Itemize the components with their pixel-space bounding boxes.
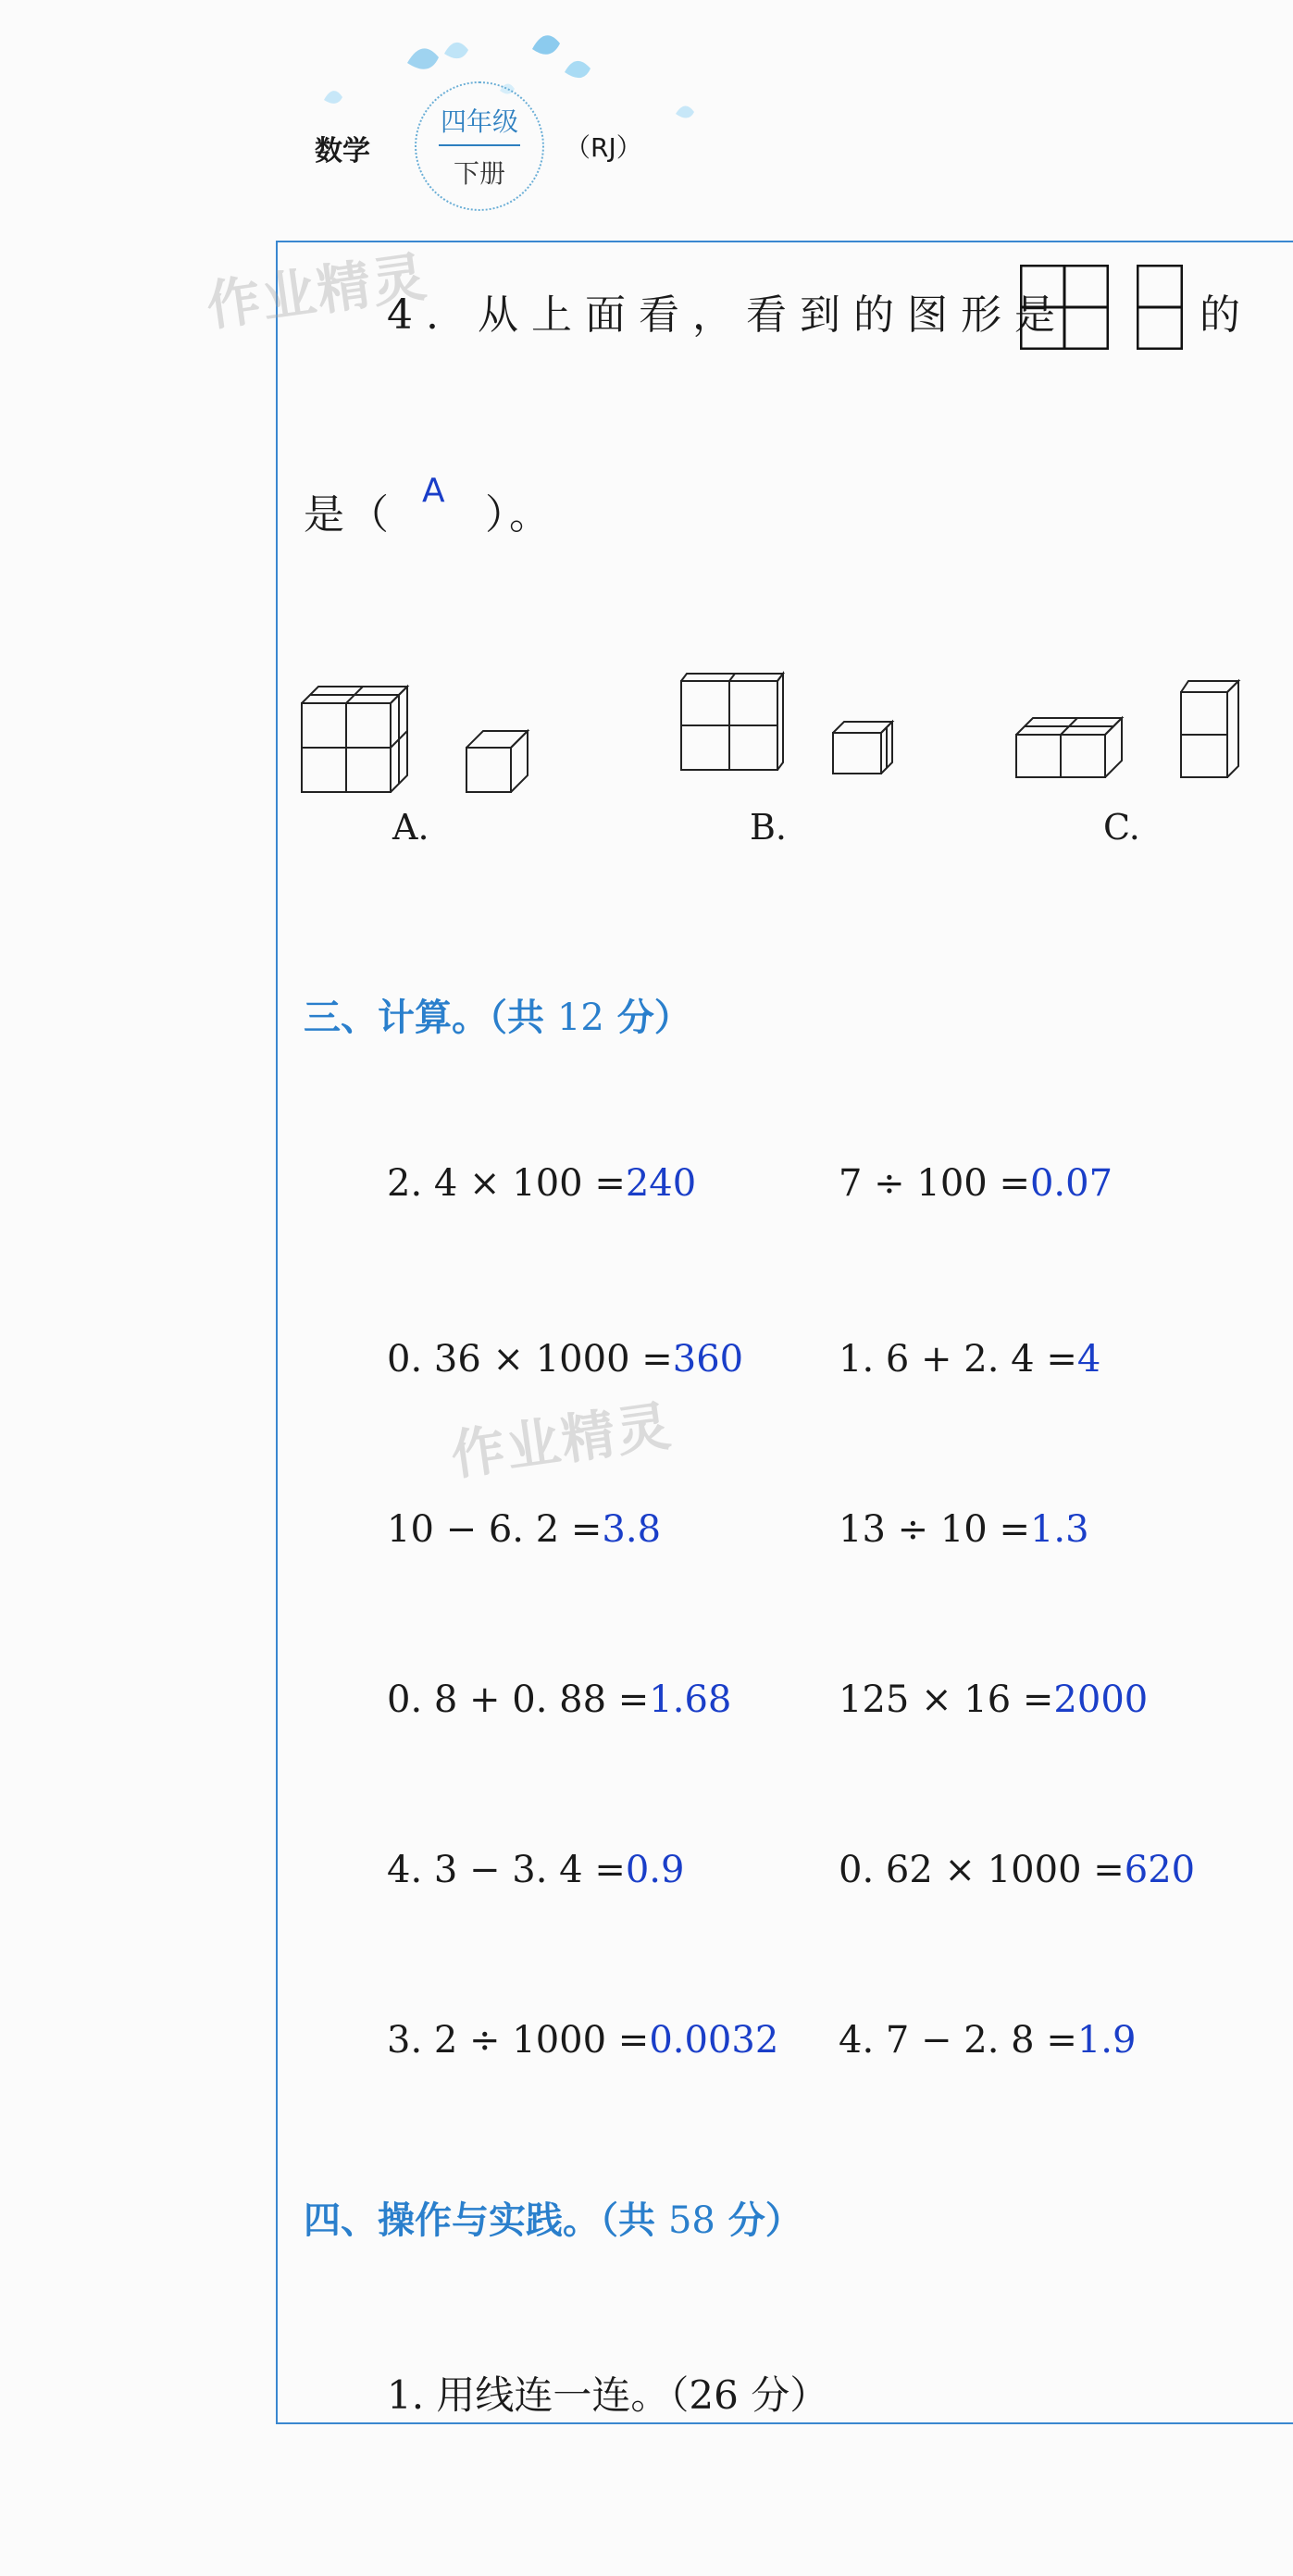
calc-expression: 3. 2 ÷ 1000 = — [387, 2019, 650, 2062]
calc-problem — [839, 1338, 1100, 1381]
calc-answer: 1.9 — [1076, 2019, 1137, 2062]
top-view-shape-small — [1137, 265, 1183, 350]
watermark: 作业精灵 — [203, 244, 432, 339]
section-3-suffix: 分） — [616, 997, 691, 1039]
calc-problem — [387, 1508, 661, 1551]
calc-expression: 125 × 16 = — [839, 1678, 1054, 1721]
calc-answer: 360 — [672, 1338, 744, 1381]
calc-answer: 4 — [1076, 1338, 1101, 1381]
top-view-shape-large — [1020, 265, 1109, 350]
calc-answer: 0.9 — [625, 1849, 685, 1891]
calc-answer: 3.8 — [602, 1508, 662, 1551]
option-c-figure — [1013, 674, 1244, 790]
option-a-figure — [298, 674, 548, 799]
subject-label: 数学 — [315, 135, 370, 167]
calc-problem — [387, 2019, 778, 2062]
question-4-text: 4. 从上面看，看到的图形是 — [387, 291, 1068, 339]
calc-problem — [387, 1678, 731, 1721]
section-3-points: 12 — [556, 997, 604, 1039]
option-c-label: C. — [1103, 807, 1140, 848]
option-b-label: B. — [750, 807, 788, 848]
section-3-heading — [304, 988, 691, 1041]
calc-expression: 10 − 6. 2 = — [387, 1508, 603, 1551]
section-4-points: 58 — [667, 2199, 715, 2242]
edition-label: （RJ） — [565, 132, 642, 163]
calc-expression: 4. 3 − 3. 4 = — [387, 1849, 626, 1891]
calc-problem — [839, 2019, 1136, 2062]
calc-problem — [839, 1849, 1195, 1891]
sub-question-1: 1. 用线连一连。（26 分） — [387, 2372, 829, 2418]
calc-expression: 4. 7 − 2. 8 = — [839, 2019, 1077, 2062]
section-4-suffix: 分） — [727, 2199, 802, 2242]
watermark: 作业精灵 — [447, 1393, 677, 1488]
calc-problem — [387, 1849, 684, 1891]
calc-answer: 0.07 — [1029, 1162, 1113, 1205]
calc-expression: 2. 4 × 100 = — [387, 1162, 626, 1205]
calc-answer: 1.68 — [649, 1678, 732, 1721]
grade-badge — [415, 81, 544, 211]
answer-suffix: ）。 — [485, 491, 553, 539]
answer-choice: A — [422, 472, 445, 510]
calc-problem — [387, 1162, 696, 1205]
calc-expression: 13 ÷ 10 = — [839, 1508, 1030, 1551]
content-frame — [276, 241, 1293, 2424]
calc-expression: 0. 8 + 0. 88 = — [387, 1678, 650, 1721]
volume-label: 下册 — [453, 158, 505, 189]
calc-answer: 0.0032 — [649, 2019, 779, 2062]
question-4-suffix: 的 — [1200, 291, 1253, 339]
grade-label: 四年级 — [440, 106, 518, 137]
calc-answer: 240 — [625, 1162, 697, 1205]
calc-problem — [839, 1162, 1113, 1205]
section-4-heading — [304, 2191, 802, 2244]
calc-problem — [387, 1338, 743, 1381]
calc-answer: 2000 — [1053, 1678, 1149, 1721]
calc-problem — [839, 1678, 1148, 1721]
calc-expression: 0. 36 × 1000 = — [387, 1338, 673, 1381]
calc-expression: 1. 6 + 2. 4 = — [839, 1338, 1077, 1381]
calc-problem — [839, 1508, 1089, 1551]
calc-answer: 620 — [1124, 1849, 1196, 1891]
calc-expression: 0. 62 × 1000 = — [839, 1849, 1125, 1891]
section-3-title: 三、计算。（共 — [304, 997, 544, 1039]
option-b-figure — [678, 666, 918, 792]
answer-prefix: 是（ — [304, 491, 392, 539]
option-a-label: A. — [392, 807, 429, 848]
calc-expression: 7 ÷ 100 = — [839, 1162, 1030, 1205]
grade-divider — [439, 144, 520, 146]
calc-answer: 1.3 — [1029, 1508, 1089, 1551]
section-4-title: 四、操作与实践。（共 — [304, 2199, 655, 2242]
